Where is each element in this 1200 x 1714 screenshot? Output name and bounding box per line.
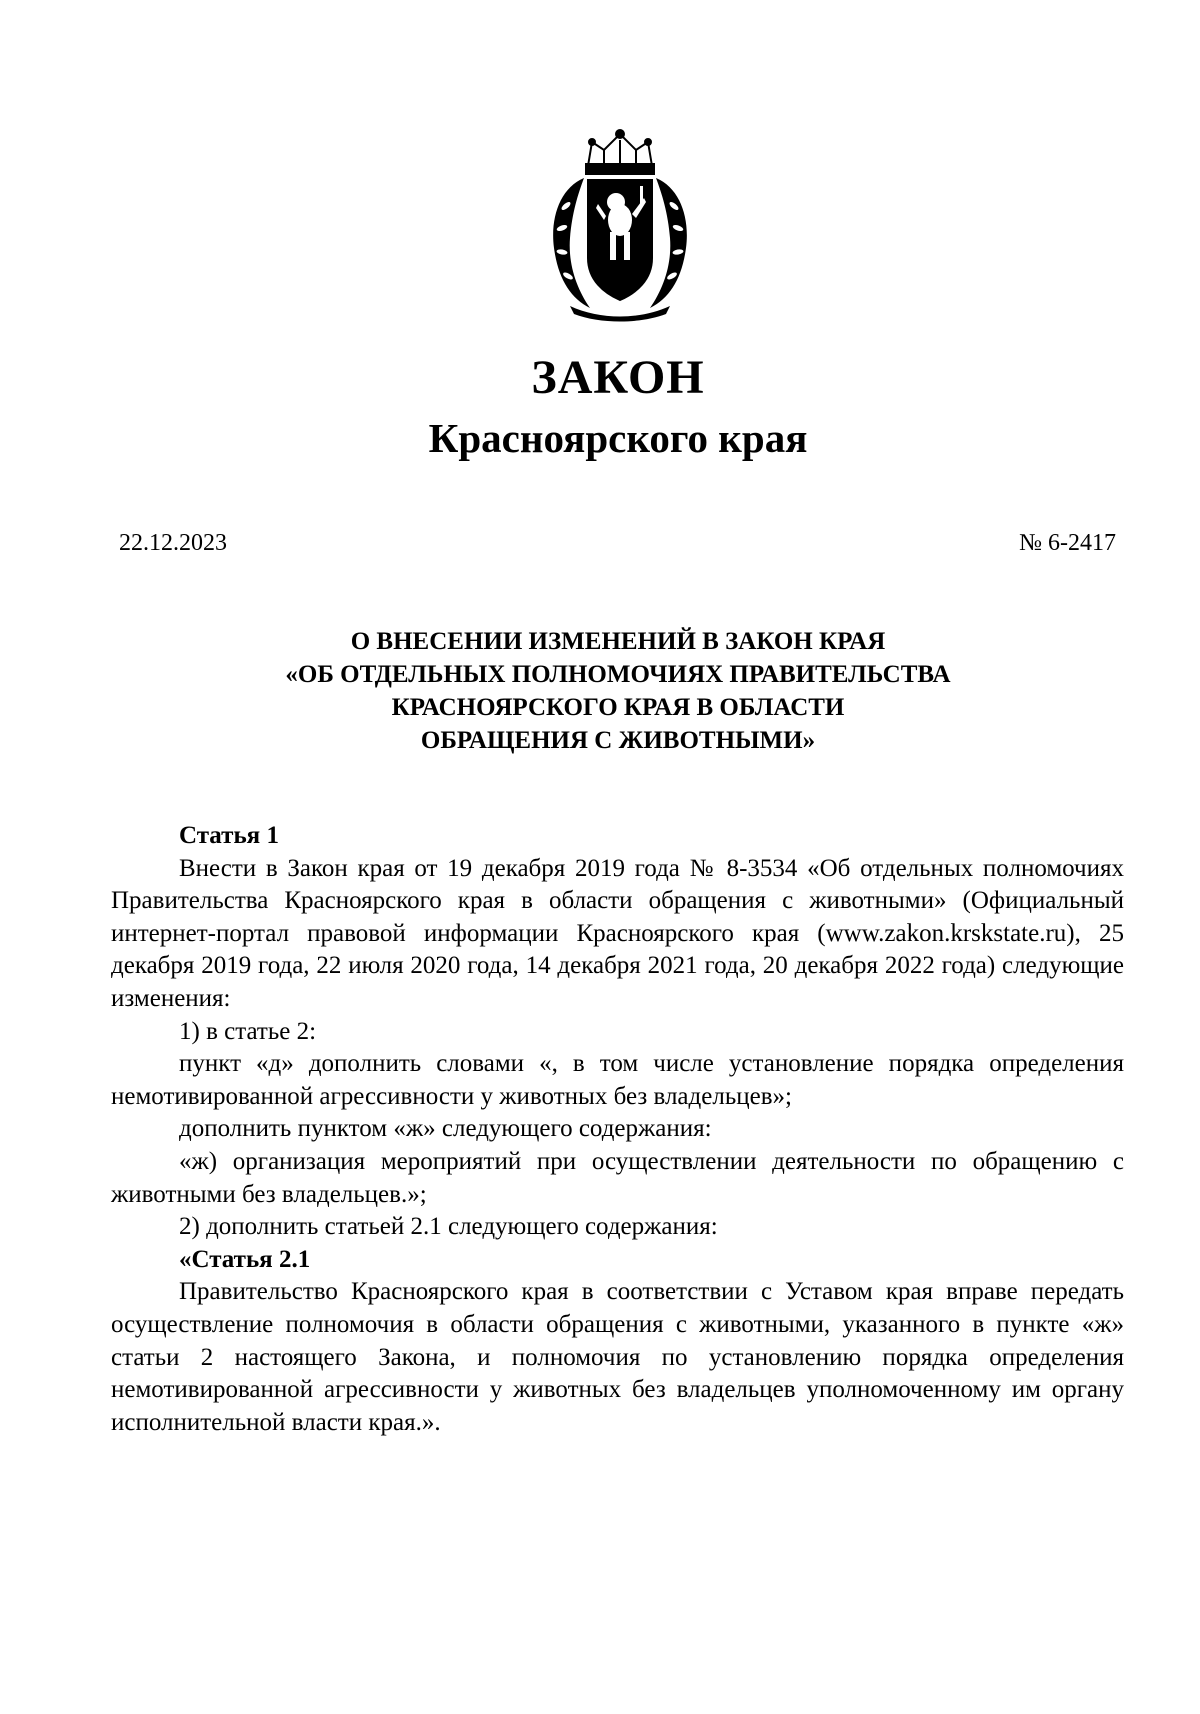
law-title: ЗАКОН: [531, 351, 705, 404]
law-number: № 6-2417: [1019, 530, 1116, 556]
paragraph: 1) в статье 2:: [179, 1017, 317, 1045]
law-heading: [0, 625, 1200, 757]
paragraph: «ж) организация мероприятий при осуществлении деятельности по обращению с животными без владельцев.»;: [111, 1147, 1124, 1208]
paragraph: пункт «д» дополнить словами «, в том числе установление порядка определения немотивированной агрессивности у животных без владельцев»;: [111, 1050, 1124, 1110]
law-heading-line: КРАСНОЯРСКОГО КРАЯ В ОБЛАСТИ: [391, 694, 845, 721]
paragraph: дополнить пунктом «ж» следующего содержания:: [179, 1115, 712, 1143]
law-heading-line: О ВНЕСЕНИИ ИЗМЕНЕНИЙ В ЗАКОН КРАЯ: [350, 628, 886, 655]
paragraph: Внести в Закон края от 19 декабря 2019 года № 8-3534 «Об отдельных полномочиях Правительства Красноярского края в области обращения с животными» (Официальный интернет-портал правовой информации Красноярского края (www.zakon.krskstate.ru), 25 декабря 2019 года, 22 июля 2020 года, 14 декабря 2021 года, 20 декабря 2022 года) следующие изменения:: [111, 854, 1124, 1012]
law-region: Красноярского края: [428, 415, 808, 461]
article-1-title: Статья 1: [179, 822, 279, 849]
law-body: [111, 820, 1124, 1439]
law-date: 22.12.2023: [119, 530, 227, 556]
article-2-1-title: «Статья 2.1: [179, 1245, 311, 1273]
paragraph: 2) дополнить статьей 2.1 следующего содержания:: [179, 1213, 718, 1241]
coat-of-arms-icon: [540, 128, 700, 323]
law-heading-line: ОБРАЩЕНИЯ С ЖИВОТНЫМИ»: [420, 727, 816, 754]
paragraph: Правительство Красноярского края в соответствии с Уставом края вправе передать осуществление полномочия в области обращения с животными, указанного в пункте «ж» статьи 2 настоящего Закона, и полномочия по установлению порядка определения немотивированной агрессивности у животных без владельцев уполномоченному им органу исполнительной власти края.».: [111, 1278, 1124, 1436]
law-heading-line: «ОБ ОТДЕЛЬНЫХ ПОЛНОМОЧИЯХ ПРАВИТЕЛЬСТВА: [285, 661, 951, 688]
